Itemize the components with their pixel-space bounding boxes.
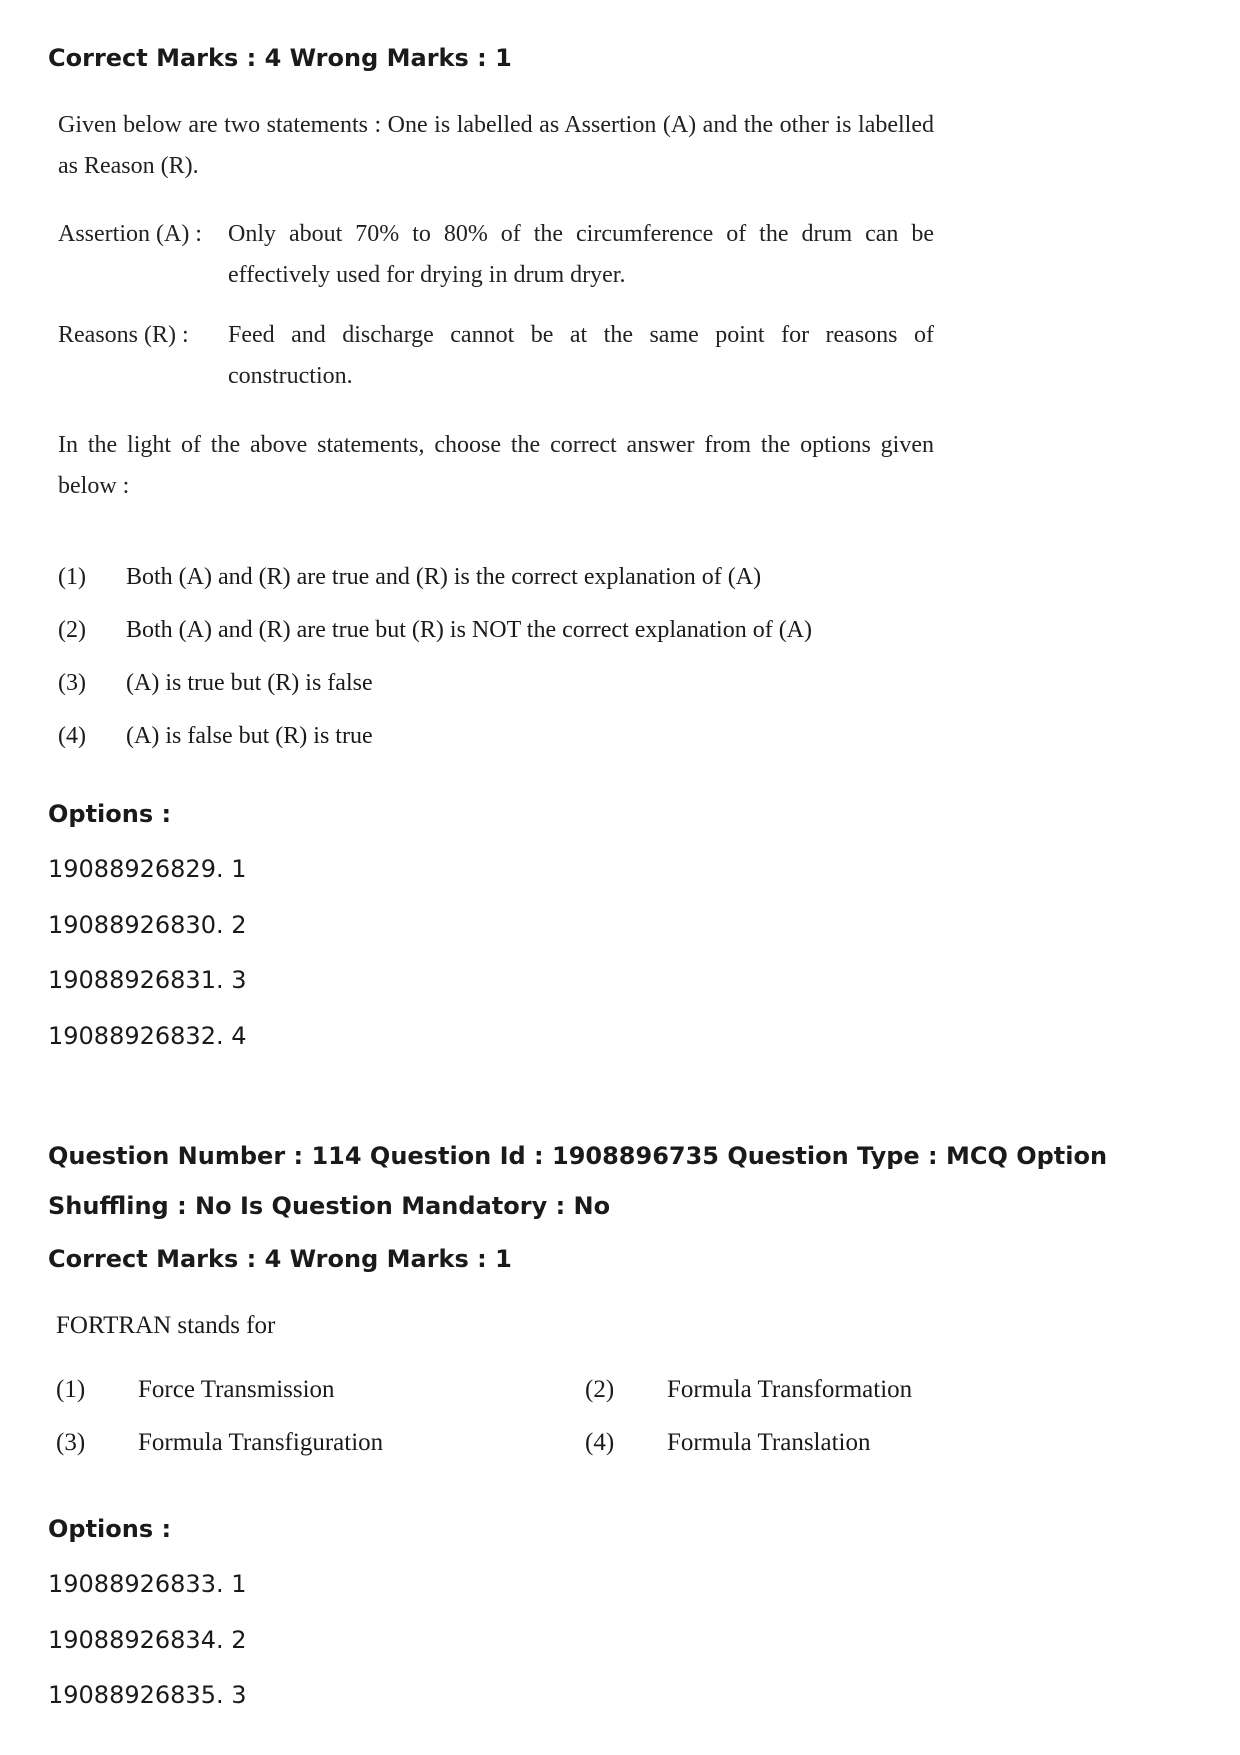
choice-number: (4) [58, 723, 86, 749]
choice-text: (A) is true but (R) is false [126, 670, 373, 696]
q1-reason [58, 315, 934, 397]
q1-option[interactable]: 19088926832. 4 [48, 1022, 247, 1050]
choice-text: Both (A) and (R) are true but (R) is NOT the correct explanation of (A) [126, 617, 813, 643]
q1-assertion [58, 214, 934, 296]
q1-intro: Given below are two statements : One is labelled as Assertion (A) and the other is labelled as Reason (R). [58, 112, 934, 179]
reason-text: Feed and discharge cannot be at the same point for reasons of construction. [228, 322, 934, 389]
q1-option[interactable]: 19088926830. 2 [48, 911, 247, 939]
choice-text: Formula Transfiguration [138, 1429, 384, 1456]
choice-number: (4) [585, 1429, 615, 1456]
q1-choice [58, 670, 373, 697]
q1-question-image [58, 105, 934, 507]
q2-choice [585, 1376, 912, 1404]
choice-number: (2) [58, 617, 86, 643]
choice-number: (2) [585, 1376, 615, 1403]
q2-option[interactable]: 19088926835. 3 [48, 1681, 247, 1709]
choice-number: (1) [56, 1376, 86, 1403]
q1-option[interactable]: 19088926829. 1 [48, 855, 247, 883]
q2-choice [56, 1429, 383, 1457]
q1-marks: Correct Marks : 4 Wrong Marks : 1 [48, 44, 512, 72]
choice-text: Both (A) and (R) are true and (R) is the correct explanation of (A) [126, 564, 762, 590]
q1-instruction: In the light of the above statements, choose the correct answer from the options given below : [58, 432, 934, 499]
choice-text: Formula Translation [667, 1429, 871, 1456]
q2-option[interactable]: 19088926834. 2 [48, 1626, 247, 1654]
q2-choice [56, 1376, 335, 1404]
q1-choice [58, 723, 373, 750]
q2-options-heading: Options : [48, 1515, 172, 1543]
choice-text: (A) is false but (R) is true [126, 723, 373, 749]
q2-marks: Correct Marks : 4 Wrong Marks : 1 [48, 1245, 512, 1273]
q2-stem: FORTRAN stands for [56, 1312, 276, 1339]
reason-label: Reasons (R) : [58, 322, 189, 348]
q1-options-heading: Options : [48, 800, 172, 828]
choice-text: Force Transmission [138, 1376, 335, 1403]
choice-number: (1) [58, 564, 86, 590]
assertion-text: Only about 70% to 80% of the circumference of the drum can be effectively used for drying in drum dryer. [228, 221, 934, 288]
q1-option[interactable]: 19088926831. 3 [48, 966, 247, 994]
choice-number: (3) [58, 670, 86, 696]
assertion-label: Assertion (A) : [58, 221, 202, 247]
q1-choice [58, 617, 812, 644]
q1-choice [58, 564, 761, 591]
q2-header: Question Number : 114 Question Id : 1908896735 Question Type : MCQ Option Shuffling : No Is Question Mandatory : No [48, 1142, 1108, 1220]
choice-text: Formula Transformation [667, 1376, 913, 1403]
choice-number: (3) [56, 1429, 86, 1456]
q2-option[interactable]: 19088926833. 1 [48, 1570, 247, 1598]
q2-choice [585, 1429, 871, 1457]
